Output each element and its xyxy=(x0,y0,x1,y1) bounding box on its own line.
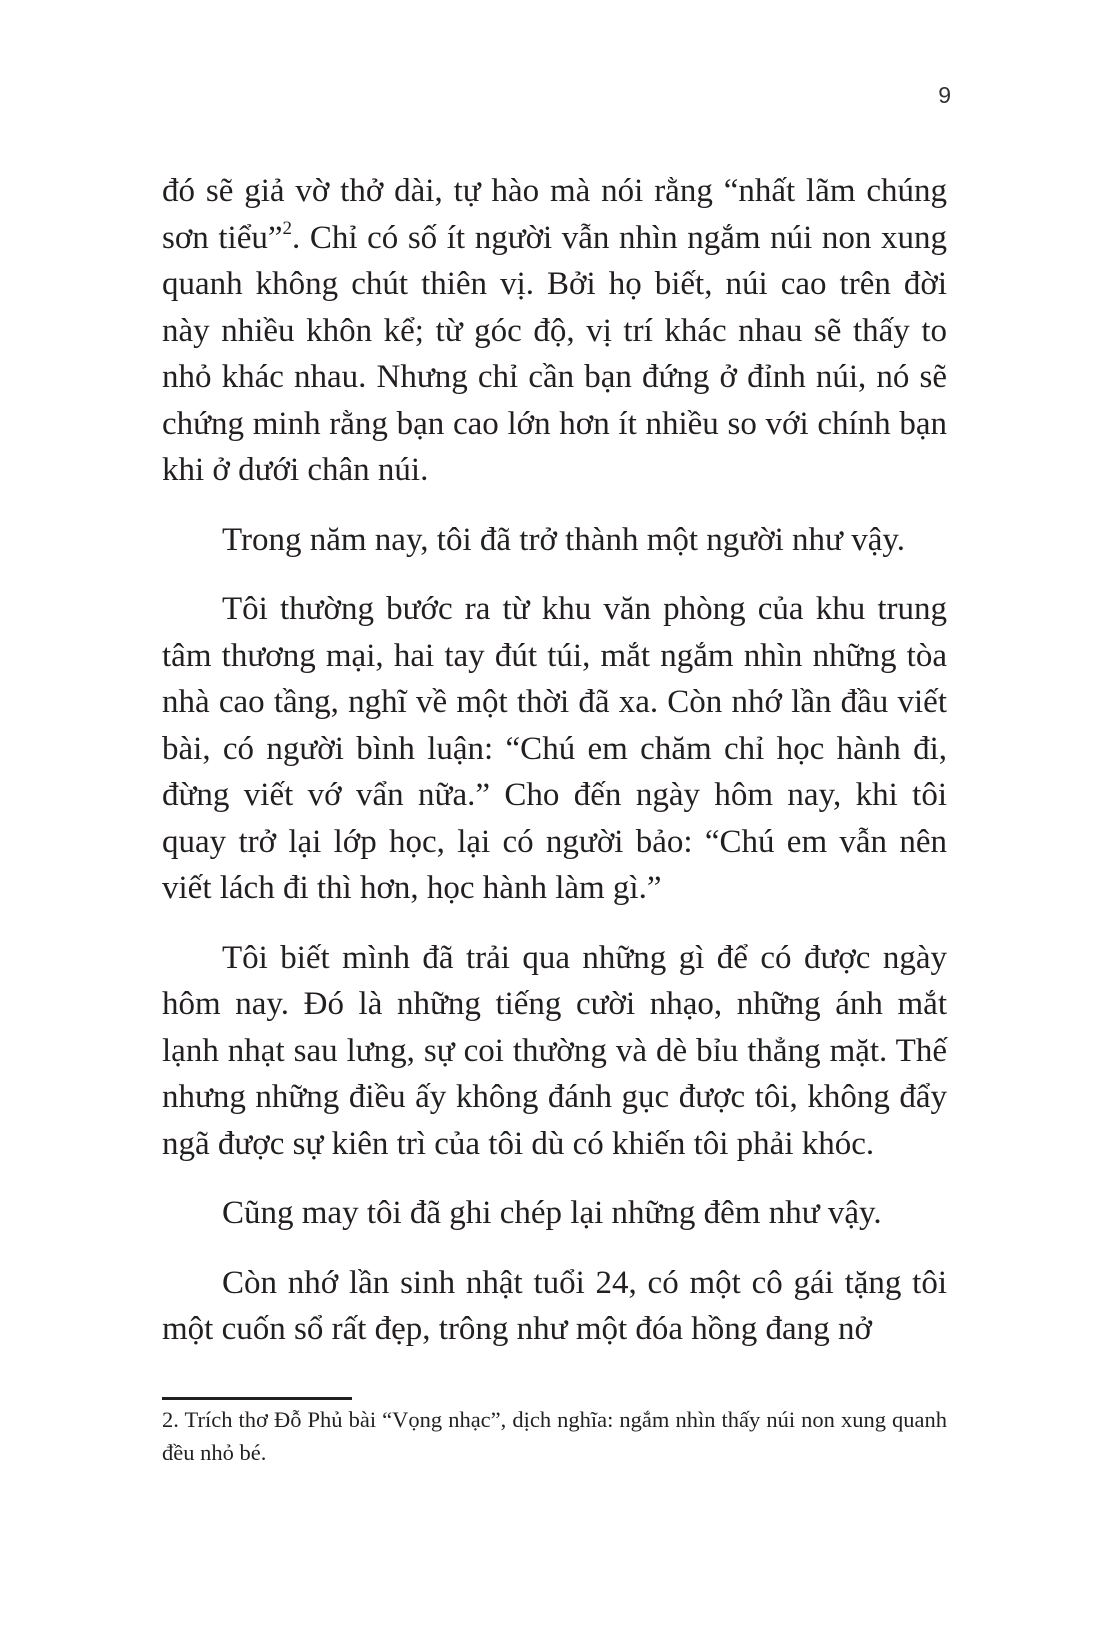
paragraph-6: Còn nhớ lần sinh nhật tuổi 24, có một cô gái tặng tôi một cuốn sổ rất đẹp, trông như một đóa hồng đang nở xyxy=(162,1264,947,1347)
paragraph-5: Cũng may tôi đã ghi chép lại những đêm như vậy. xyxy=(222,1195,882,1231)
footnote-divider xyxy=(162,1397,352,1400)
paragraph-1-after: . Chỉ có số ít người vẫn nhìn ngắm núi non xung quanh không chút thiên vị. Bởi họ biết, núi cao trên đời này nhiều khôn kể; từ góc độ, vị trí khác nhau sẽ thấy to nhỏ khác nhau. Nhưng chỉ cần bạn đứng ở đỉnh núi, nó sẽ chứng minh rằng bạn cao lớn hơn ít nhiều so với chính bạn khi ở dưới chân núi. xyxy=(162,219,947,488)
footnote-reference: 2 xyxy=(282,217,293,239)
footnote: 2. Trích thơ Đỗ Phủ bài “Vọng nhạc”, dịch nghĩa: ngắm nhìn thấy núi non xung quanh đều nhỏ bé. xyxy=(162,1407,947,1465)
body-text xyxy=(162,168,947,1376)
page-number: 9 xyxy=(938,82,951,108)
paragraph-3: Tôi thường bước ra từ khu văn phòng của khu trung tâm thương mại, hai tay đút túi, mắt ngắm nhìn những tòa nhà cao tầng, nghĩ về một thời đã xa. Còn nhớ lần đầu viết bài, có người bình luận: “Chú em chăm chỉ học hành đi, đừng viết vớ vẩn nữa.” Cho đến ngày hôm nay, khi tôi quay trở lại lớp học, lại có người bảo: “Chú em vẫn nên viết lách đi thì hơn, học hành làm gì.” xyxy=(162,591,947,906)
paragraph-2: Trong năm nay, tôi đã trở thành một người như vậy. xyxy=(222,521,905,558)
paragraph-1 xyxy=(162,168,947,494)
paragraph-4: Tôi biết mình đã trải qua những gì để có được ngày hôm nay. Đó là những tiếng cười nhạo, những ánh mắt lạnh nhạt sau lưng, sự coi thường và dè bỉu thẳng mặt. Thế nhưng những điều ấy không đánh gục được tôi, không đẩy ngã được sự kiên trì của tôi dù có khiến tôi phải khóc. xyxy=(162,939,947,1162)
paragraph-1-before: đó sẽ giả vờ thở dài, tự hào mà nói rằng “nhất lãm chúng sơn tiểu” xyxy=(162,173,947,256)
